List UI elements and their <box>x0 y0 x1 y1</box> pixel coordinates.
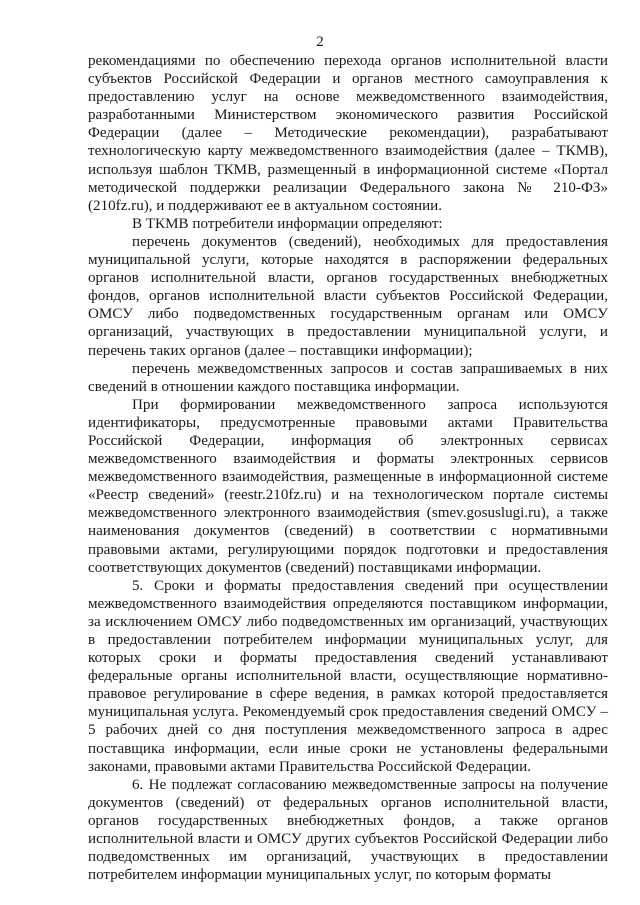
text-line: технологическую карту межведомственного взаимодействия (далее – ТКМВ), <box>88 143 608 160</box>
text-line: идентификаторы, предусмотренные правовыми актами Правительства <box>88 414 608 431</box>
text-line: «Реестр сведений» (reestr.210fz.ru) и на технологическом портале системы <box>88 487 608 504</box>
paragraph <box>88 396 608 577</box>
text-line: (210fz.ru), и поддерживают ее в актуальном состоянии. <box>88 197 443 214</box>
text-line: органов государственных внебюджетных фондов, а также органов <box>88 812 608 829</box>
text-line: которых сроки и форматы предоставления сведений устанавливают <box>88 650 608 667</box>
text-line: документов (сведений) от федеральных органов исполнительной власти, <box>88 794 608 811</box>
text-line: сведений в отношении каждого поставщика информации. <box>88 378 460 395</box>
text-line: межведомственного электронного взаимодействия (smev.gosuslugi.ru), а также <box>88 505 608 522</box>
text-line: ОМСУ либо подведомственных государственным органам или ОМСУ <box>88 306 608 323</box>
text-line: разработанными Министерством экономического развития Российской <box>88 107 608 124</box>
text-line: В ТКМВ потребители информации определяют: <box>132 215 443 232</box>
text-line: При формировании межведомственного запроса используются <box>132 396 608 413</box>
text-line: подведомственных им организаций, участвующих в предоставлении <box>88 849 608 866</box>
text-line: перечень межведомственных запросов и состав запрашиваемых в них <box>132 360 608 377</box>
text-line: межведомственного взаимодействия определяются поставщиком информации, <box>88 595 608 612</box>
text-line: исполнительной власти и ОМСУ других субъектов Российской Федерации либо <box>88 831 608 848</box>
text-line: 6. Не подлежат согласованию межведомственные запросы на получение <box>132 776 608 793</box>
text-line: в предоставлении потребителем информации муниципальных услуг, для <box>88 632 608 648</box>
text-line: методической поддержки реализации Федерального закона № 210-ФЗ» <box>88 179 608 196</box>
text-line: наименования документов (сведений) в соответствии с нормативными <box>88 523 608 540</box>
text-line: Российской Федерации, информация об электронных сервисах <box>88 432 608 449</box>
text-line: 5. Сроки и форматы предоставления сведений при осуществлении <box>132 577 608 594</box>
paragraph <box>88 776 608 885</box>
text-line: перечень таких органов (далее – поставщики информации); <box>88 342 473 359</box>
text-line: правовыми актами, регулирующими порядок подготовки и предоставления <box>88 541 608 558</box>
text-line: муниципальная услуга. Рекомендуемый срок предоставления сведений ОМСУ – <box>88 704 608 721</box>
paragraph <box>88 360 608 396</box>
text-line: межведомственного взаимодействия и форматы электронных сервисов <box>88 451 608 468</box>
text-line: потребителем информации муниципальных услуг, по которым форматы <box>88 867 552 884</box>
paragraph <box>88 233 608 360</box>
text-line: фондов, органов исполнительной власти субъектов Российской Федерации, <box>88 288 608 305</box>
text-line: используя шаблон ТКМВ, размещенный в информационной системе «Портал <box>88 161 608 178</box>
paragraph <box>88 577 608 776</box>
paragraph <box>88 215 608 233</box>
text-line: Федерации (далее – Методические рекомендации), разрабатывают <box>88 125 608 142</box>
text-line: поставщика информации, если иные сроки не установлены федеральными <box>88 740 608 757</box>
text-line: за исключением ОМСУ либо подведомственных им организаций, участвующих <box>88 613 608 630</box>
paragraph <box>88 52 608 215</box>
page-number: 2 <box>316 34 324 50</box>
text-line: правовое регулирование в сфере ведения, в рамках которой предоставляется <box>88 686 608 703</box>
text-line: законами, правовыми актами Правительства Российской Федерации. <box>88 758 531 775</box>
text-line: перечень документов (сведений), необходимых для предоставления <box>132 233 608 250</box>
text-line: соответствующих документов (сведений) поставщиками информации. <box>88 559 542 576</box>
text-line: муниципальной услуги, которые находятся в распоряжении федеральных <box>88 252 608 269</box>
text-line: рекомендациями по обеспечению перехода органов исполнительной власти <box>88 53 608 69</box>
text-line: органов исполнительной власти, органов государственных внебюджетных <box>88 270 608 287</box>
document-body <box>88 52 608 884</box>
text-line: 5 рабочих дней со дня поступления межведомственного запроса в адрес <box>88 722 608 739</box>
text-line: межведомственного взаимодействия, размещенные в информационной системе <box>88 469 608 486</box>
text-line: субъектов Российской Федерации и органов местного самоуправления к <box>88 71 608 88</box>
text-line: организаций, участвующих в предоставлении муниципальной услуги, и <box>88 324 608 341</box>
text-line: федеральные органы исполнительной власти, осуществляющие нормативно- <box>88 668 608 685</box>
text-line: предоставлению услуг на основе межведомственного взаимодействия, <box>88 89 608 106</box>
